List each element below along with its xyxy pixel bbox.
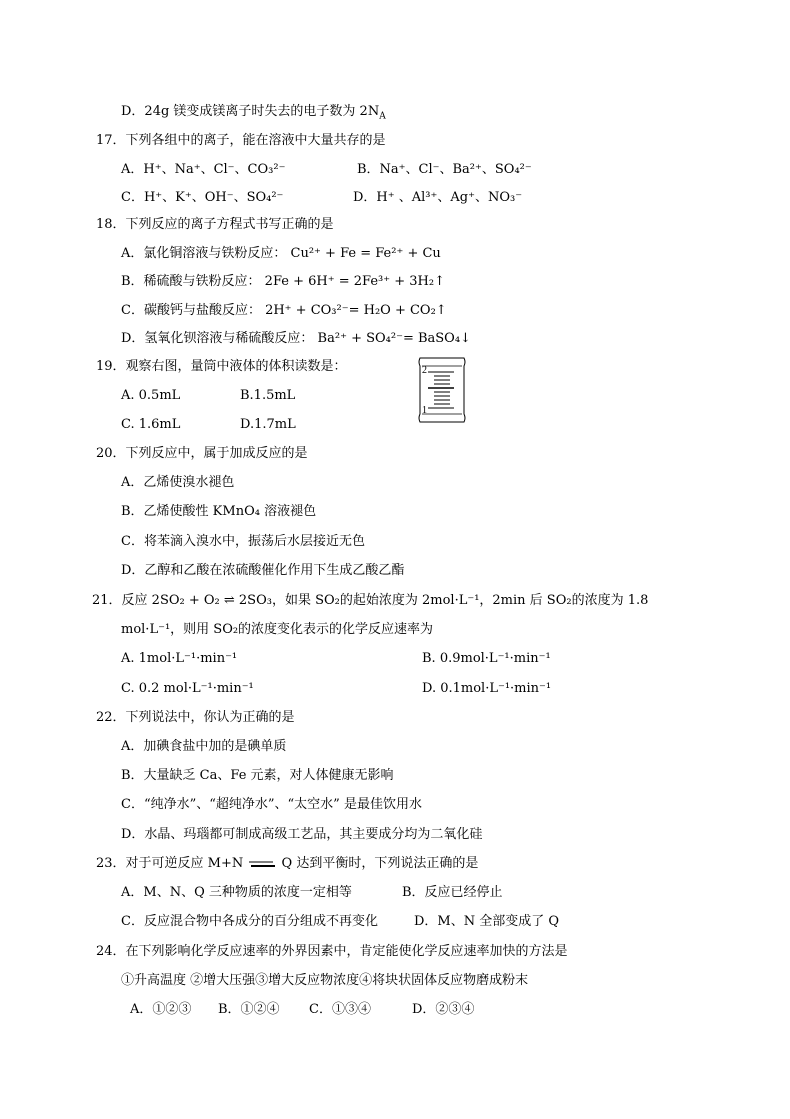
q22-option-a: A．加碘食盐中加的是碘单质 [121, 739, 287, 754]
q16-option-d [121, 103, 386, 121]
fig-label-bottom: 1 [422, 405, 427, 416]
q23-stem-pre: 23．对于可逆反应 M+N [96, 856, 244, 871]
q20-option-d: D．乙醇和乙酸在浓硫酸催化作用下生成乙酸乙酯 [121, 563, 405, 578]
q24-stem: 24．在下列影响化学反应速率的外界因素中，肯定能使化学反应速率加快的方法是 [96, 944, 568, 959]
q21-option-b: B. 0.9mol·L⁻¹·min⁻¹ [422, 651, 551, 666]
q23-option-c: C．反应混合物中各成分的百分组成不再变化 [121, 914, 378, 929]
q18-option-a: A．氯化铜溶液与铁粉反应： Cu²⁺ + Fe = Fe²⁺ + Cu [121, 246, 441, 261]
q20-stem: 20．下列反应中，属于加成反应的是 [96, 446, 308, 461]
q18-stem: 18．下列反应的离子方程式书写正确的是 [96, 217, 334, 232]
q16-option-d-text: D．24g 镁变成镁离子时失去的电子数为 2N [121, 104, 380, 119]
q20-option-a: A．乙烯使溴水褪色 [121, 475, 235, 490]
q24-option-d: D．②③④ [412, 1002, 475, 1017]
q23-option-b: B．反应已经停止 [402, 885, 503, 900]
q23-option-a: A．M、N、Q 三种物质的浓度一定相等 [121, 885, 352, 900]
q18-option-d: D．氢氧化钡溶液与稀硫酸反应： Ba²⁺ + SO₄²⁻= BaSO₄↓ [121, 331, 471, 346]
q21-stem-line2: mol·L⁻¹，则用 SO₂的浓度变化表示的化学反应速率为 [121, 622, 434, 637]
graduated-cylinder-icon [414, 356, 470, 424]
graduated-cylinder-figure [414, 356, 470, 424]
equilibrium-arrow-icon [247, 859, 277, 869]
q24-factors: ①升高温度 ②增大压强③增大反应物浓度④将块状固体反应物磨成粉末 [121, 973, 529, 988]
q19-stem: 19．观察右图，量筒中液体的体积读数是： [96, 359, 347, 374]
fig-label-top: 2 [422, 365, 427, 376]
q22-option-d: D．水晶、玛瑙都可制成高级工艺品，其主要成分均为二氧化硅 [121, 827, 483, 842]
q17-option-d: D．H⁺ 、Al³⁺、Ag⁺、NO₃⁻ [353, 190, 523, 205]
q19-option-b: B.1.5mL [240, 388, 296, 403]
q17-option-c: C．H⁺、K⁺、OH⁻、SO₄²⁻ [121, 190, 284, 205]
q21-option-c: C. 0.2 mol·L⁻¹·min⁻¹ [121, 681, 254, 696]
q16-option-d-sub: A [379, 111, 386, 122]
q20-option-b: B．乙烯使酸性 KMnO₄ 溶液褪色 [121, 504, 317, 519]
q21-stem-line1: 21．反应 2SO₂ + O₂ ⇌ 2SO₃，如果 SO₂的起始浓度为 2mol·L⁻¹，2min 后 SO₂的浓度为 1.8 [92, 593, 649, 608]
q22-option-b: B．大量缺乏 Ca、Fe 元素，对人体健康无影响 [121, 768, 394, 783]
q19-option-a: A. 0.5mL [121, 388, 181, 403]
q24-option-a: A．①②③ [130, 1002, 192, 1017]
q18-option-b: B．稀硫酸与铁粉反应： 2Fe + 6H⁺ = 2Fe³⁺ + 3H₂↑ [121, 274, 445, 289]
q21-option-a: A. 1mol·L⁻¹·min⁻¹ [121, 651, 238, 666]
q18-option-c: C．碳酸钙与盐酸反应： 2H⁺ + CO₃²⁻= H₂O + CO₂↑ [121, 303, 447, 318]
q23-stem-post: Q 达到平衡时，下列说法正确的是 [281, 856, 479, 871]
q22-option-c: C．“纯净水”、“超纯净水”、“太空水” 是最佳饮用水 [121, 797, 422, 812]
q19-option-d: D.1.7mL [240, 417, 296, 432]
q23-option-d: D．M、N 全部变成了 Q [414, 914, 560, 929]
q23-stem [96, 855, 478, 873]
q22-stem: 22．下列说法中，你认为正确的是 [96, 710, 295, 725]
q17-option-a: A．H⁺、Na⁺、Cl⁻、CO₃²⁻ [121, 162, 286, 177]
q17-stem: 17．下列各组中的离子，能在溶液中大量共存的是 [96, 133, 386, 148]
q24-option-b: B．①②④ [218, 1002, 280, 1017]
q19-option-c: C. 1.6mL [121, 417, 181, 432]
q17-option-b: B．Na⁺、Cl⁻、Ba²⁺、SO₄²⁻ [357, 162, 532, 177]
q20-option-c: C．将苯滴入溴水中，振荡后水层接近无色 [121, 534, 365, 549]
q21-option-d: D. 0.1mol·L⁻¹·min⁻¹ [422, 681, 552, 696]
q24-option-c: C．①③④ [309, 1002, 371, 1017]
